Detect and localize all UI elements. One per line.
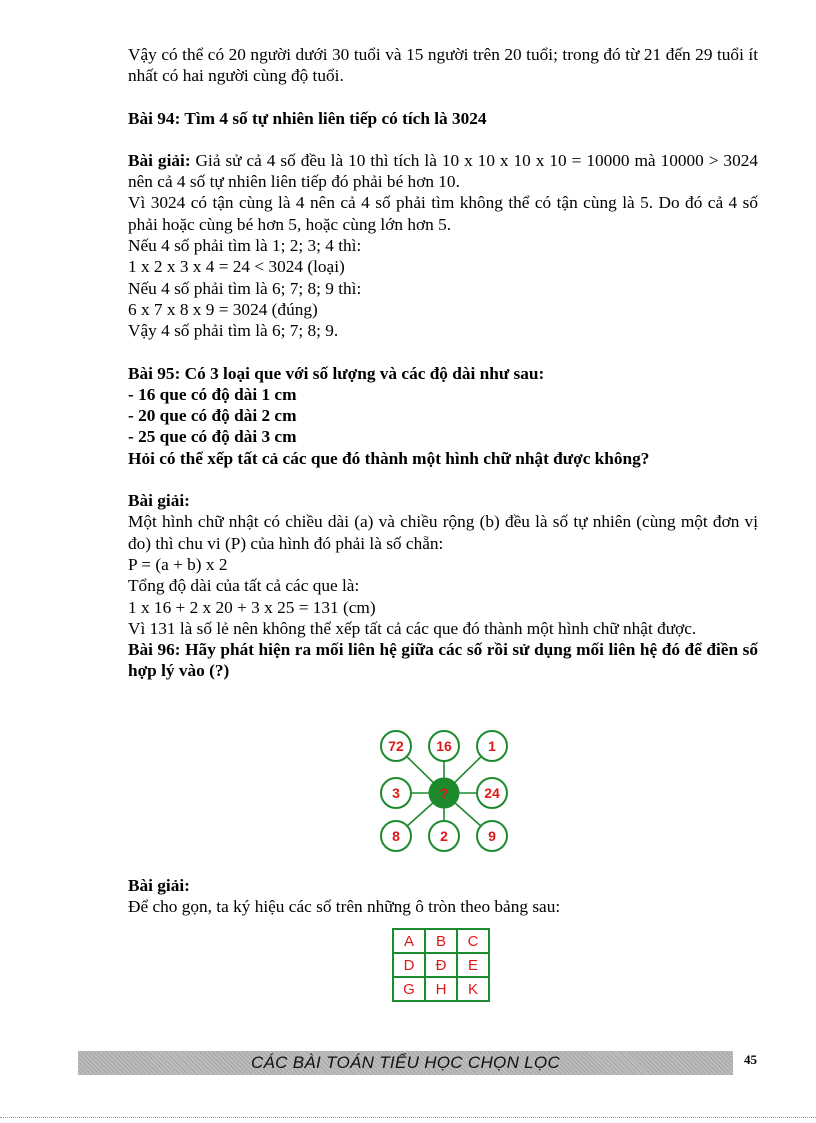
label-table-cell: B bbox=[425, 929, 457, 953]
problem-94-title: Bài 94: Tìm 4 số tự nhiên liên tiếp có tích là 3024 bbox=[128, 108, 487, 128]
problem-94-line: 6 x 7 x 8 x 9 = 3024 (đúng) bbox=[128, 299, 318, 319]
problem-94-line: Nếu 4 số phải tìm là 1; 2; 3; 4 thì: bbox=[128, 236, 362, 256]
page-number: 45 bbox=[744, 1052, 757, 1067]
page-bottom-divider bbox=[0, 1117, 816, 1118]
label-table-cell: K bbox=[457, 977, 489, 1001]
label-table-row bbox=[393, 977, 489, 1001]
number-circle-value: 1 bbox=[488, 738, 496, 754]
problem-94-solution-intro bbox=[128, 150, 758, 193]
problem-96-solution bbox=[128, 875, 758, 918]
label-table-cell: C bbox=[457, 929, 489, 953]
problem-95-line: 1 x 16 + 2 x 20 + 3 x 25 = 131 (cm) bbox=[128, 597, 376, 617]
label-table-row bbox=[393, 929, 489, 953]
number-circle-value: 9 bbox=[488, 828, 496, 844]
label-table-cell: E bbox=[457, 953, 489, 977]
document-body bbox=[128, 44, 758, 682]
problem-96-solution-label: Bài giải: bbox=[128, 876, 190, 895]
number-circle-value: 24 bbox=[484, 785, 500, 801]
solution-label: Bài giải: bbox=[128, 150, 191, 170]
problem-96-title: Bài 96: Hãy phát hiện ra mối liên hệ giữa các số rồi sử dụng mối liên hệ đó để điền số hợp lý vào (?) bbox=[128, 640, 758, 681]
number-circle-value: 8 bbox=[392, 828, 400, 844]
number-circle-value: 3 bbox=[392, 785, 400, 801]
paragraph-conclusion-93: Vậy có thể có 20 người dưới 30 tuổi và 15 người trên 20 tuổi; trong đó từ 21 đến 29 tuổi ít nhất có hai người cùng độ tuổi. bbox=[128, 45, 758, 86]
number-circle-value: 16 bbox=[436, 738, 452, 754]
label-table bbox=[392, 928, 490, 1002]
problem-95-solution-label: Bài giải: bbox=[128, 491, 190, 511]
label-table-cell: G bbox=[393, 977, 425, 1001]
problem-95-line: Một hình chữ nhật có chiều dài (a) và chiều rộng (b) đều là số tự nhiên (cùng một đơn vị đo) thì chu vi (P) của hình đó phải là số chẵn: bbox=[128, 512, 758, 553]
problem-95-line: P = (a + b) x 2 bbox=[128, 554, 228, 574]
problem-95-line: Vì 131 là số lẻ nên không thể xếp tất cả các que đó thành một hình chữ nhật được. bbox=[128, 618, 697, 638]
label-table-row bbox=[393, 953, 489, 977]
problem-95-item: - 25 que có độ dài 3 cm bbox=[128, 427, 297, 447]
problem-95-line: Tổng độ dài của tất cả các que là: bbox=[128, 576, 360, 596]
footer-banner bbox=[78, 1051, 733, 1075]
problem-94-line: 1 x 2 x 3 x 4 = 24 < 3024 (loại) bbox=[128, 257, 345, 277]
number-circle-value: 72 bbox=[388, 738, 404, 754]
problem-95-title: Bài 95: Có 3 loại que với số lượng và các độ dài như sau: bbox=[128, 363, 545, 383]
problem-94-line: Vì 3024 có tận cùng là 4 nên cả 4 số phải tìm không thể có tận cùng là 5. Do đó cả 4 số phải hoặc cùng bé hơn 5, hoặc cùng lớn hơn 5. bbox=[128, 193, 758, 234]
problem-94-line: Vậy 4 số phải tìm là 6; 7; 8; 9. bbox=[128, 321, 339, 341]
solution-text: Giả sử cả 4 số đều là 10 thì tích là 10 x 10 x 10 x 10 = 10000 mà 10000 > 3024 nên cả 4 số tự nhiên liên tiếp đó phải bé hơn 10. bbox=[128, 150, 758, 192]
problem-95-question: Hỏi có thể xếp tất cả các que đó thành một hình chữ nhật được không? bbox=[128, 448, 650, 468]
label-table-cell: H bbox=[425, 977, 457, 1001]
problem-95-item: - 20 que có độ dài 2 cm bbox=[128, 406, 297, 426]
problem-94-line: Nếu 4 số phải tìm là 6; 7; 8; 9 thì: bbox=[128, 278, 362, 298]
number-circle-diagram bbox=[372, 727, 516, 853]
number-circle-value: 2 bbox=[440, 828, 448, 844]
problem-95-item: - 16 que có độ dài 1 cm bbox=[128, 384, 297, 404]
problem-96-line: Để cho gọn, ta ký hiệu các số trên những ô tròn theo bảng sau: bbox=[128, 897, 561, 917]
label-table-cell: A bbox=[393, 929, 425, 953]
label-table-cell: Đ bbox=[425, 953, 457, 977]
label-table-cell: D bbox=[393, 953, 425, 977]
center-question-mark: ? bbox=[439, 785, 449, 803]
footer-title: CÁC BÀI TOÁN TIỂU HỌC CHỌN LỌC bbox=[250, 1053, 561, 1072]
